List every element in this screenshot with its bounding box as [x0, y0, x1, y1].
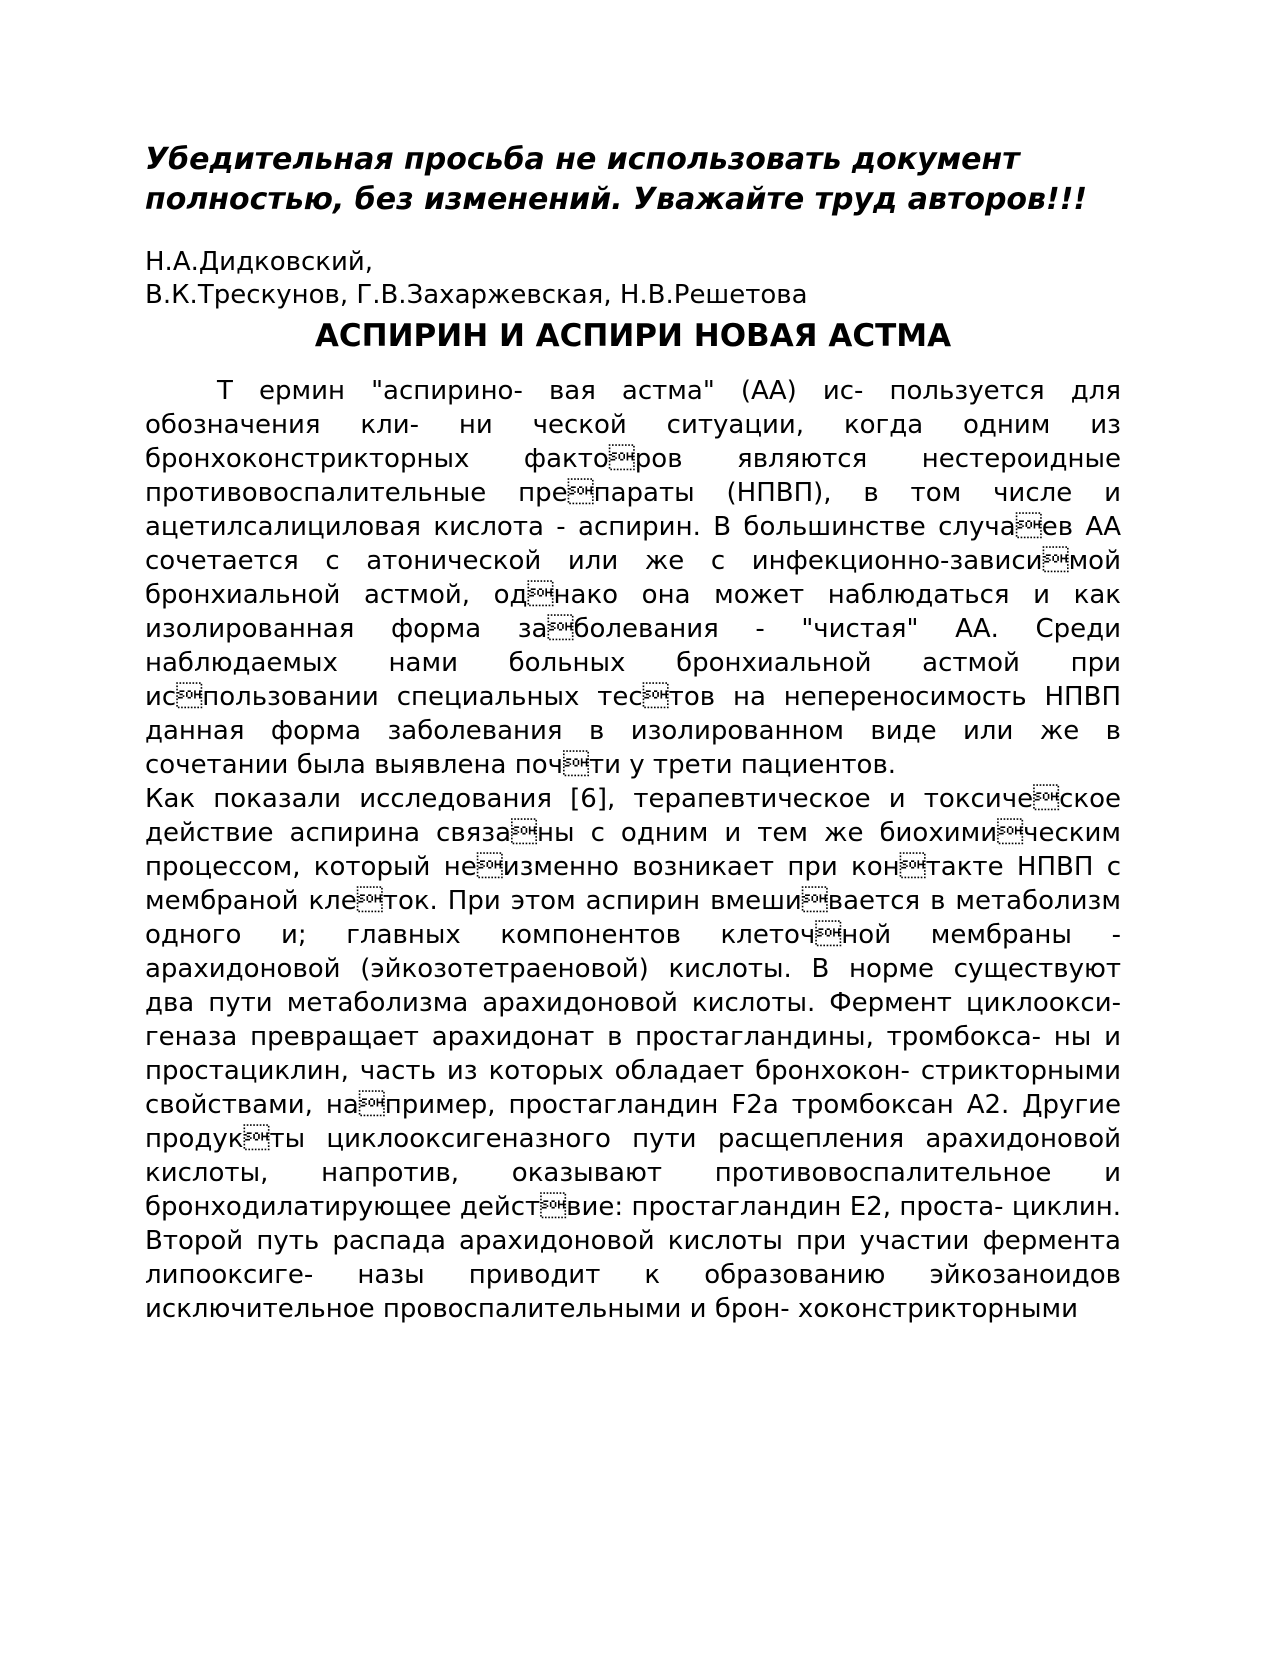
author-line-1: Н.А.Дидковский,	[145, 247, 374, 277]
author-list	[145, 246, 1121, 312]
usage-notice: Убедительная просьба не использовать документ полностью, без изменений. Уважайте труд авторов!!!	[145, 142, 1088, 217]
article-title: АСПИРИН И АСПИРИ НОВАЯ АСТМА	[314, 318, 952, 354]
body-paragraph-1: Т ермин "аспирино- вая астма" (АА) ис- пользуется для обозначения кли- ни ческой ситуации, когда одним из бронхоконстрикторных факторов являются нестероидные противовоспалительные препараты (НПВП), в том числе и ацетилсалициловая кислота - аспирин. В большинстве случаев АА сочетается с атонической или же с инфекционно-зависимой бронхиальной астмой, однако она может наблюдаться и как изолированная форма заболевания - "чистая" АА. Среди наблюдаемых нами больных бронхиальной астмой при использовании специальных тестов на непереносимость НПВП данная форма заболевания в изолированном виде или же в сочетании была выявлена почти у трети пациентов.	[145, 376, 1121, 780]
body-paragraph-2: Как показали исследования [6], терапевтическое и токсическое действие аспирина связаны с одним и тем же биохимическим процессом, который неизменно возникает при контакте НПВП с мембраной клеток. При этом аспирин вмешивается в метаболизм одного и; главных компонентов клеточной мембраны - арахидоновой (эйкозотетраеновой) кислоты. В норме существуют два пути метаболизма арахидоновой кислоты. Фермент циклоокси- геназа превращает арахидонат в простагландины, тромбокса- ны и простациклин, часть из которых обладает бронхокон- стрикторными свойствами, например, простагландин F2a тромбоксан А2. Другие продукты циклооксигеназного пути расщепления арахидоновой кислоты, напротив, оказывают противовоспалительное и бронходилатирующее действие: простагландин Е2, проста- циклин. Второй путь распада арахидоновой кислоты при участии фермента липооксиге- назы приводит к образованию эйкозаноидов исключительное провоспалительными и брон- хоконстрикторными	[145, 784, 1121, 1324]
document-page	[145, 140, 1121, 1326]
author-line-2: В.К.Трескунов, Г.В.Захаржевская, Н.В.Решетова	[145, 280, 808, 310]
